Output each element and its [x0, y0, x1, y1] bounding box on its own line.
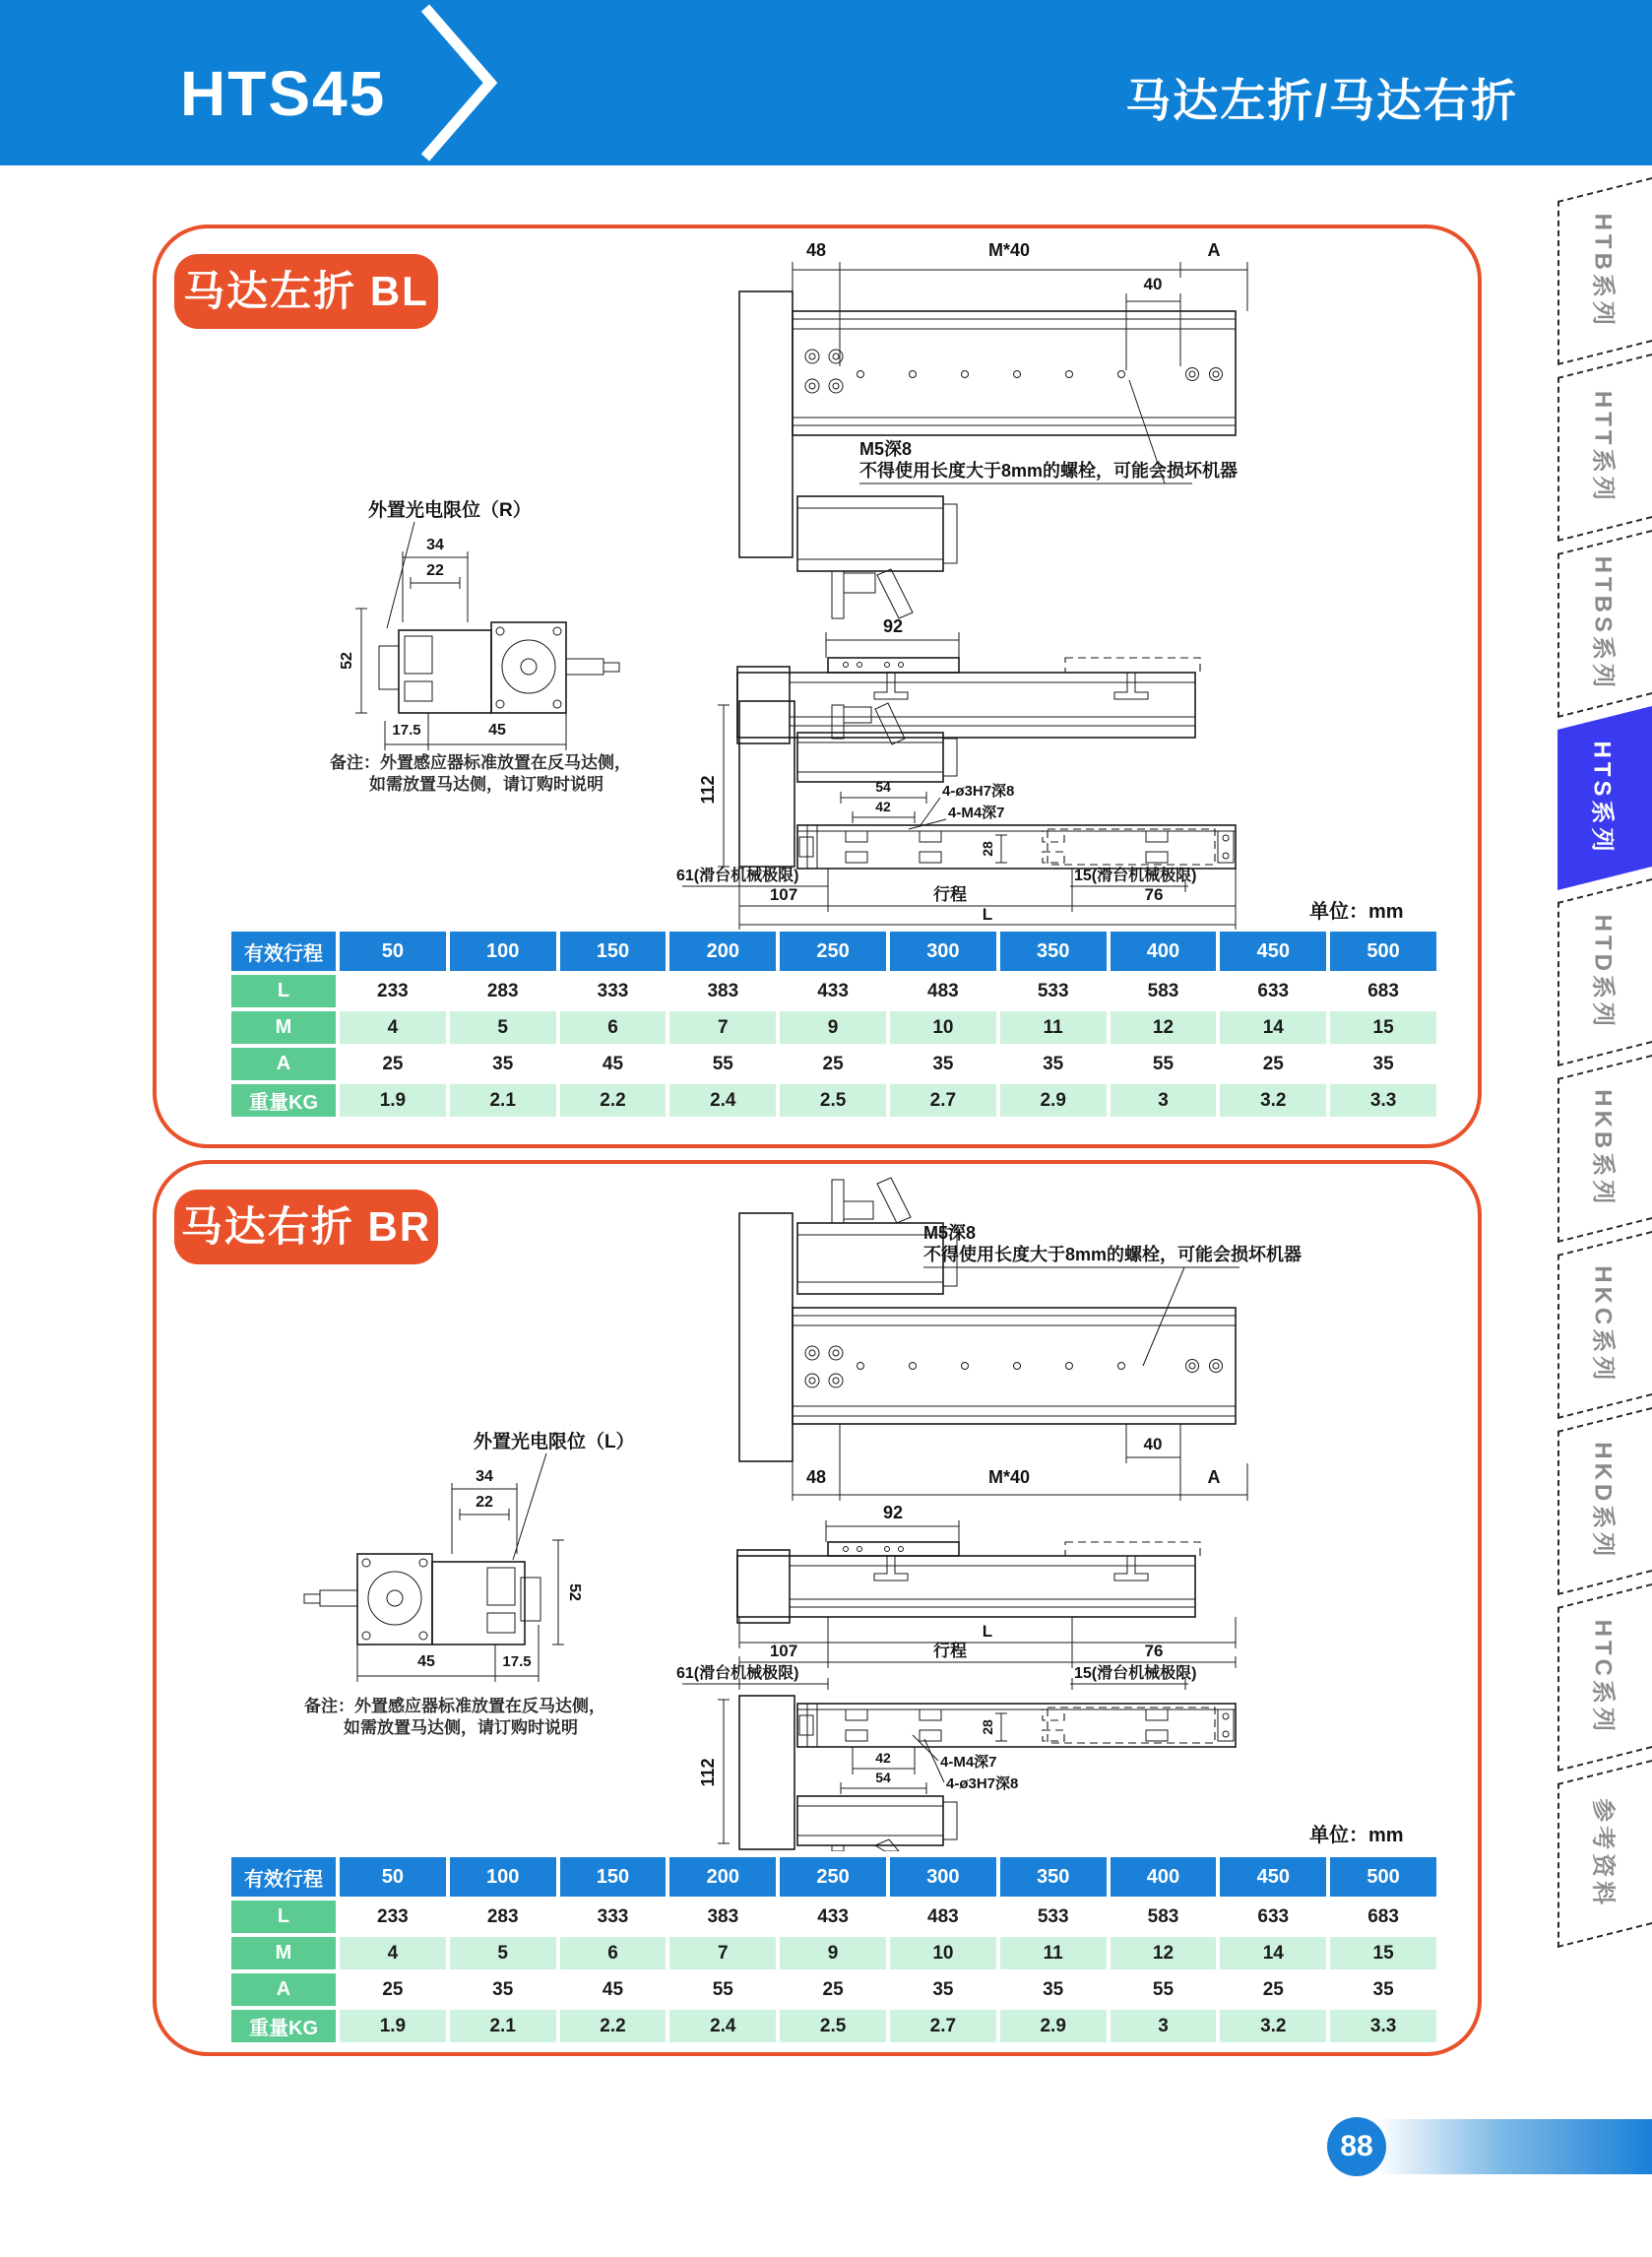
sidebar-tab-HTT系列[interactable] [1557, 354, 1652, 542]
table-header-stroke: 有效行程 [231, 932, 336, 971]
dim-label: 34 [426, 537, 444, 553]
table-header-cell: 150 [560, 1857, 667, 1897]
dim-label: A [1207, 1467, 1221, 1487]
dim-label: 92 [882, 616, 904, 636]
table-cell: 2.4 [669, 1084, 776, 1117]
sidebar-tab-HTC系列[interactable] [1557, 1583, 1652, 1772]
sidebar-tab-label: 参考资料 [1589, 1798, 1617, 1909]
table-cell: 15 [1330, 1937, 1436, 1969]
limit-label: 15(滑台机械极限) [1074, 1665, 1197, 1682]
table-cell: 5 [450, 1011, 556, 1044]
table-header-cell: 450 [1220, 1857, 1326, 1897]
table-header-cell: 150 [560, 932, 667, 971]
table-cell: 3.3 [1330, 2010, 1436, 2042]
panel-motor-right-fold [153, 1160, 1482, 2056]
table-row-label: A [231, 1973, 336, 2006]
table-header-cell: 250 [780, 932, 886, 971]
remark-note: 如需放置马达侧，请订购时说明 [369, 775, 604, 794]
table-cell: 35 [450, 1973, 556, 2006]
sidebar-tab-label: HTT系列 [1589, 390, 1617, 504]
footer-gradient-bar [1376, 2119, 1652, 2174]
badge-motor-left-fold: 马达左折 BL [174, 254, 438, 329]
spec-table [227, 928, 1440, 1121]
table-row-label: L [231, 1901, 336, 1933]
table-cell: 633 [1220, 1901, 1326, 1933]
table-cell: 633 [1220, 975, 1326, 1007]
table-cell: 233 [340, 1901, 446, 1933]
sidebar-tab-label: HKB系列 [1589, 1089, 1617, 1208]
dim-label: 22 [476, 1494, 493, 1511]
dim-label: 54 [875, 1770, 891, 1785]
remark-note: 备注：外置感应器标准放置在反马达侧， [304, 1697, 605, 1715]
dimension-table-br [227, 1853, 1440, 2046]
dim-label: 45 [488, 722, 506, 739]
table-cell: 35 [450, 1048, 556, 1080]
sidebar-tab-label: HKC系列 [1589, 1265, 1617, 1385]
table-cell: 14 [1220, 1937, 1326, 1969]
table-row-label: M [231, 1011, 336, 1044]
table-cell: 533 [1000, 975, 1107, 1007]
dim-label: 76 [1144, 1642, 1164, 1660]
dim-label: 行程 [933, 885, 967, 904]
table-cell: 55 [669, 1048, 776, 1080]
table-header-cell: 200 [669, 932, 776, 971]
table-header-cell: 400 [1111, 932, 1217, 971]
table-cell: 12 [1111, 1937, 1217, 1969]
table-cell: 1.9 [340, 1084, 446, 1117]
dim-label: 17.5 [502, 1653, 532, 1670]
dim-label: A [1207, 240, 1221, 260]
badge-motor-right-fold: 马达右折 BR [174, 1190, 438, 1264]
dim-label: 48 [805, 240, 827, 260]
table-row-label: 重量KG [231, 2010, 336, 2042]
remark-note: 备注：外置感应器标准放置在反马达侧， [330, 753, 631, 772]
dim-label: 28 [980, 1719, 995, 1735]
dim-label: L [982, 1622, 993, 1641]
table-cell: 5 [450, 1937, 556, 1969]
table-cell: 35 [1000, 1048, 1107, 1080]
dim-label: M*40 [987, 240, 1031, 260]
dim-label: 76 [1144, 885, 1164, 904]
table-cell: 7 [669, 1011, 776, 1044]
table-cell: 35 [1330, 1973, 1436, 2006]
table-cell: 3 [1111, 2010, 1217, 2042]
sidebar-tab-label: HTD系列 [1589, 914, 1617, 1030]
product-code: HTS45 [180, 58, 387, 129]
sidebar-tab-参考资料[interactable] [1557, 1760, 1652, 1948]
dim-label: 52 [566, 1583, 583, 1601]
table-cell: 2.1 [450, 1084, 556, 1117]
table-header-cell: 350 [1000, 932, 1107, 971]
table-cell: 683 [1330, 975, 1436, 1007]
dim-label: M*40 [987, 1467, 1031, 1487]
sidebar-tab-HKD系列[interactable] [1557, 1407, 1652, 1595]
table-cell: 433 [780, 1901, 886, 1933]
table-cell: 2.7 [890, 2010, 996, 2042]
spec-table [227, 1853, 1440, 2046]
dim-label: 40 [1143, 275, 1163, 293]
table-cell: 6 [560, 1011, 667, 1044]
dim-label: 45 [417, 1653, 435, 1670]
table-cell: 2.5 [780, 1084, 886, 1117]
table-header-cell: 400 [1111, 1857, 1217, 1897]
panel-motor-left-fold [153, 225, 1482, 1148]
table-cell: 55 [669, 1973, 776, 2006]
note-text: 不得使用长度大于8mm的螺栓，可能会损坏机器 [923, 1245, 1303, 1264]
table-row-label: M [231, 1937, 336, 1969]
table-cell: 2.2 [560, 1084, 667, 1117]
table-cell: 2.1 [450, 2010, 556, 2042]
chevron-right-icon [417, 4, 506, 161]
note-text: M5深8 [923, 1223, 977, 1243]
table-cell: 2.5 [780, 2010, 886, 2042]
hole-callout: 4-ø3H7深8 [942, 783, 1015, 800]
dim-label: 28 [980, 841, 995, 857]
sidebar-tab-label: HTBS系列 [1589, 555, 1617, 691]
table-header-cell: 250 [780, 1857, 886, 1897]
table-header-cell: 50 [340, 1857, 446, 1897]
dim-label: 107 [769, 885, 798, 904]
dim-label: 17.5 [392, 722, 421, 739]
dim-label: 40 [1143, 1435, 1163, 1453]
dim-label: 107 [769, 1642, 798, 1660]
table-cell: 45 [560, 1973, 667, 2006]
table-cell: 483 [890, 1901, 996, 1933]
table-cell: 2.7 [890, 1084, 996, 1117]
dim-label: 42 [875, 1750, 891, 1766]
dimension-table-bl [227, 928, 1440, 1121]
table-cell: 3.3 [1330, 1084, 1436, 1117]
table-cell: 35 [1330, 1048, 1436, 1080]
table-cell: 25 [340, 1048, 446, 1080]
table-cell: 3.2 [1220, 2010, 1326, 2042]
table-cell: 7 [669, 1937, 776, 1969]
table-header-cell: 300 [890, 1857, 996, 1897]
table-cell: 2.2 [560, 2010, 667, 2042]
sidebar-tab-HKB系列[interactable] [1557, 1055, 1652, 1243]
table-cell: 4 [340, 1937, 446, 1969]
table-row-label: 重量KG [231, 1084, 336, 1117]
table-cell: 283 [450, 975, 556, 1007]
technical-drawing-bl [157, 228, 1478, 930]
table-cell: 533 [1000, 1901, 1107, 1933]
page-number-badge: 88 [1327, 2117, 1386, 2176]
table-cell: 3.2 [1220, 1084, 1326, 1117]
table-header-cell: 200 [669, 1857, 776, 1897]
table-row-label: L [231, 975, 336, 1007]
sensor-label: 外置光电限位（R） [368, 500, 532, 521]
table-cell: 4 [340, 1011, 446, 1044]
table-header-cell: 100 [450, 932, 556, 971]
note-text: 不得使用长度大于8mm的螺栓，可能会损坏机器 [859, 461, 1239, 481]
sidebar-tabs [1557, 189, 1652, 1948]
dim-label: 52 [339, 652, 355, 670]
table-row-label: A [231, 1048, 336, 1080]
table-header-cell: 350 [1000, 1857, 1107, 1897]
dim-label: 行程 [933, 1642, 967, 1660]
table-cell: 10 [890, 1937, 996, 1969]
table-header-cell: 100 [450, 1857, 556, 1897]
table-cell: 333 [560, 1901, 667, 1933]
table-header-cell: 500 [1330, 932, 1436, 971]
dim-label: 42 [875, 799, 891, 814]
table-cell: 583 [1111, 1901, 1217, 1933]
unit-label: 单位：mm [1309, 1825, 1404, 1846]
table-cell: 2.9 [1000, 2010, 1107, 2042]
table-cell: 683 [1330, 1901, 1436, 1933]
sidebar-tab-HKC系列[interactable] [1557, 1231, 1652, 1419]
table-cell: 383 [669, 1901, 776, 1933]
table-cell: 9 [780, 1937, 886, 1969]
table-cell: 35 [890, 1973, 996, 2006]
table-cell: 14 [1220, 1011, 1326, 1044]
table-cell: 433 [780, 975, 886, 1007]
table-cell: 283 [450, 1901, 556, 1933]
table-cell: 35 [1000, 1973, 1107, 2006]
sidebar-tab-label: HTS系列 [1588, 741, 1616, 856]
dim-label: L [982, 905, 993, 924]
remark-note: 如需放置马达侧，请订购时说明 [344, 1718, 578, 1737]
table-cell: 2.4 [669, 2010, 776, 2042]
limit-label: 61(滑台机械极限) [676, 1665, 799, 1682]
table-cell: 11 [1000, 1937, 1107, 1969]
table-cell: 383 [669, 975, 776, 1007]
sidebar-tab-HTBS系列[interactable] [1557, 530, 1652, 718]
table-cell: 25 [1220, 1973, 1326, 2006]
hole-callout: 4-ø3H7深8 [946, 1775, 1019, 1792]
note-text: M5深8 [859, 439, 913, 459]
unit-label: 单位：mm [1309, 901, 1404, 923]
sidebar-tab-label: HTC系列 [1589, 1619, 1617, 1735]
table-cell: 25 [780, 1973, 886, 2006]
dim-label: 112 [698, 775, 718, 805]
dim-label: 48 [805, 1467, 827, 1487]
page-title: 马达左折/马达右折 [1125, 75, 1518, 126]
table-cell: 9 [780, 1011, 886, 1044]
hole-callout: 4-M4深7 [940, 1754, 997, 1771]
limit-label: 15(滑台机械极限) [1074, 868, 1197, 884]
table-cell: 12 [1111, 1011, 1217, 1044]
sidebar-tab-label: HTB系列 [1589, 213, 1617, 329]
dim-label: 22 [426, 562, 444, 579]
table-cell: 6 [560, 1937, 667, 1969]
table-cell: 10 [890, 1011, 996, 1044]
table-cell: 11 [1000, 1011, 1107, 1044]
sidebar-tab-HTB系列[interactable] [1557, 177, 1652, 365]
table-header-cell: 50 [340, 932, 446, 971]
technical-drawing-br [157, 1164, 1478, 1851]
sidebar-tab-HTD系列[interactable] [1557, 878, 1652, 1066]
table-cell: 35 [890, 1048, 996, 1080]
table-cell: 25 [780, 1048, 886, 1080]
table-cell: 25 [340, 1973, 446, 2006]
table-cell: 233 [340, 975, 446, 1007]
dim-label: 92 [882, 1503, 904, 1522]
table-cell: 2.9 [1000, 1084, 1107, 1117]
table-cell: 25 [1220, 1048, 1326, 1080]
table-cell: 483 [890, 975, 996, 1007]
table-cell: 583 [1111, 975, 1217, 1007]
hole-callout: 4-M4深7 [948, 805, 1005, 821]
dim-label: 112 [698, 1758, 718, 1787]
dim-label: 54 [875, 779, 891, 795]
table-header-cell: 500 [1330, 1857, 1436, 1897]
page-header [0, 0, 1652, 165]
table-header-stroke: 有效行程 [231, 1857, 336, 1897]
table-cell: 333 [560, 975, 667, 1007]
table-cell: 15 [1330, 1011, 1436, 1044]
table-cell: 3 [1111, 1084, 1217, 1117]
table-header-cell: 450 [1220, 932, 1326, 971]
table-cell: 1.9 [340, 2010, 446, 2042]
sidebar-tab-label: HKD系列 [1589, 1442, 1617, 1561]
dim-label: 34 [476, 1468, 493, 1485]
sidebar-tab-HTS系列[interactable] [1557, 706, 1652, 890]
table-header-cell: 300 [890, 932, 996, 971]
table-cell: 55 [1111, 1048, 1217, 1080]
table-cell: 55 [1111, 1973, 1217, 2006]
table-cell: 45 [560, 1048, 667, 1080]
limit-label: 61(滑台机械极限) [676, 868, 799, 884]
sensor-label: 外置光电限位（L） [474, 1432, 635, 1452]
